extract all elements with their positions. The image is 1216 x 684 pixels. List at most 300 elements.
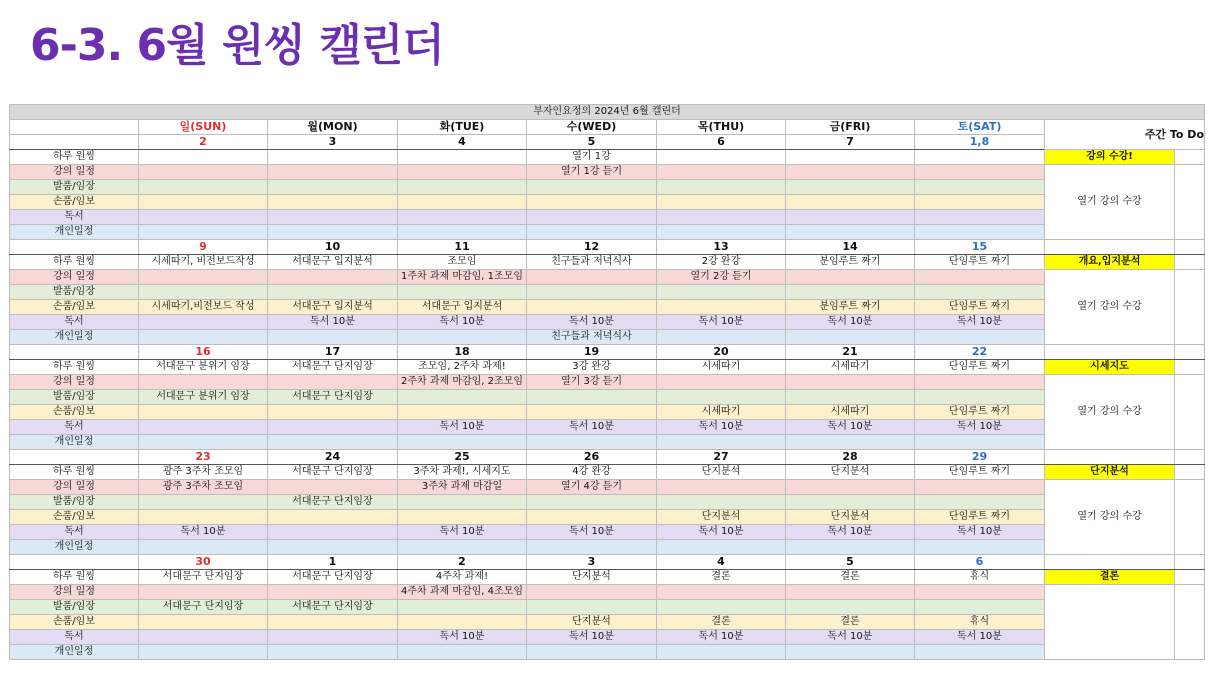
date-cell: 2 — [398, 555, 527, 570]
corner-cell — [10, 555, 139, 570]
schedule-cell — [268, 180, 398, 195]
schedule-cell: 시세따기 — [657, 360, 786, 375]
schedule-cell: 1주차 과제 마감임, 1조모임 — [398, 270, 527, 285]
schedule-cell — [915, 435, 1045, 450]
schedule-cell: 서대문구 입지분석 — [268, 255, 398, 270]
row-label: 개인일정 — [10, 225, 139, 240]
schedule-cell — [915, 585, 1045, 600]
schedule-row — [10, 390, 1205, 405]
schedule-cell — [915, 480, 1045, 495]
schedule-cell: 결론 — [657, 615, 786, 630]
schedule-cell: 독서 10분 — [398, 525, 527, 540]
date-cell: 6 — [915, 555, 1045, 570]
schedule-cell: 서대문구 단지임장 — [139, 570, 268, 585]
todo-side-cell — [1175, 375, 1205, 450]
schedule-cell — [786, 435, 915, 450]
schedule-cell — [915, 645, 1045, 660]
weekly-todo-text — [1045, 585, 1175, 660]
schedule-cell — [527, 270, 657, 285]
schedule-cell — [657, 585, 786, 600]
schedule-cell — [268, 480, 398, 495]
date-cell: 6 — [657, 135, 786, 150]
schedule-cell — [527, 180, 657, 195]
row-label: 하루 원씽 — [10, 360, 139, 375]
schedule-cell — [915, 270, 1045, 285]
row-label: 강의 일정 — [10, 375, 139, 390]
day-name: 화(TUE) — [398, 120, 527, 135]
row-label: 강의 일정 — [10, 480, 139, 495]
date-cell: 20 — [657, 345, 786, 360]
schedule-cell: 결론 — [786, 570, 915, 585]
schedule-row — [10, 465, 1205, 480]
date-cell: 2 — [139, 135, 268, 150]
schedule-cell: 독서 10분 — [915, 420, 1045, 435]
schedule-cell — [268, 375, 398, 390]
schedule-cell — [527, 600, 657, 615]
schedule-cell — [268, 330, 398, 345]
schedule-cell: 독서 10분 — [527, 420, 657, 435]
row-label: 독서 — [10, 210, 139, 225]
schedule-row — [10, 420, 1205, 435]
schedule-cell: 단임루트 짜기 — [915, 465, 1045, 480]
todo-spacer — [1045, 555, 1175, 570]
schedule-cell: 독서 10분 — [398, 420, 527, 435]
schedule-cell: 시세따기 — [657, 405, 786, 420]
schedule-cell — [268, 540, 398, 555]
calendar-table — [9, 104, 1205, 660]
schedule-cell: 친구들과 저녁식사 — [527, 330, 657, 345]
schedule-cell: 3주차 과제!, 시세지도 — [398, 465, 527, 480]
schedule-cell — [786, 165, 915, 180]
schedule-cell — [527, 225, 657, 240]
schedule-cell: 조모임 — [398, 255, 527, 270]
schedule-cell — [398, 390, 527, 405]
schedule-cell — [139, 510, 268, 525]
schedule-cell — [398, 180, 527, 195]
schedule-cell: 독서 10분 — [527, 525, 657, 540]
todo-spacer — [1175, 345, 1205, 360]
schedule-cell — [139, 315, 268, 330]
todo-spacer — [1045, 450, 1175, 465]
weekly-focus-badge: 결론 — [1045, 570, 1175, 585]
weekly-focus-badge: 강의 수강! — [1045, 150, 1175, 165]
schedule-cell — [139, 180, 268, 195]
schedule-row — [10, 405, 1205, 420]
schedule-cell — [657, 495, 786, 510]
schedule-cell — [268, 165, 398, 180]
weekly-todo-text: 열기 강의 수강 — [1045, 480, 1175, 555]
row-label: 독서 — [10, 315, 139, 330]
schedule-row — [10, 645, 1205, 660]
schedule-cell — [527, 300, 657, 315]
schedule-cell: 서대문구 단지임장 — [268, 465, 398, 480]
schedule-cell — [915, 330, 1045, 345]
schedule-cell — [786, 270, 915, 285]
day-name: 월(MON) — [268, 120, 398, 135]
date-cell: 21 — [786, 345, 915, 360]
schedule-cell — [786, 225, 915, 240]
date-cell: 3 — [527, 555, 657, 570]
schedule-cell: 독서 10분 — [786, 525, 915, 540]
schedule-cell: 결론 — [657, 570, 786, 585]
schedule-cell: 독서 10분 — [657, 630, 786, 645]
schedule-cell: 독서 10분 — [527, 630, 657, 645]
schedule-cell — [657, 300, 786, 315]
corner-cell — [10, 135, 139, 150]
schedule-cell — [915, 540, 1045, 555]
schedule-row — [10, 150, 1205, 165]
date-cell: 11 — [398, 240, 527, 255]
schedule-cell — [139, 375, 268, 390]
schedule-row — [10, 525, 1205, 540]
schedule-cell — [398, 150, 527, 165]
schedule-cell — [398, 405, 527, 420]
schedule-cell: 휴식 — [915, 615, 1045, 630]
date-cell: 4 — [657, 555, 786, 570]
schedule-cell — [139, 195, 268, 210]
schedule-row — [10, 285, 1205, 300]
schedule-row — [10, 570, 1205, 585]
date-cell: 5 — [527, 135, 657, 150]
schedule-cell: 친구들과 저녁식사 — [527, 255, 657, 270]
schedule-cell: 시세따기 — [786, 360, 915, 375]
date-cell: 28 — [786, 450, 915, 465]
schedule-cell — [268, 630, 398, 645]
schedule-cell: 시세따기, 비전보드작성 — [139, 255, 268, 270]
day-name: 일(SUN) — [139, 120, 268, 135]
row-label: 발품/임장 — [10, 390, 139, 405]
schedule-cell: 단지분석 — [527, 615, 657, 630]
row-label: 하루 원씽 — [10, 150, 139, 165]
schedule-cell: 단지분석 — [657, 510, 786, 525]
schedule-cell — [786, 285, 915, 300]
schedule-cell — [268, 270, 398, 285]
schedule-cell: 독서 10분 — [786, 630, 915, 645]
row-label: 하루 원씽 — [10, 570, 139, 585]
todo-side-cell — [1175, 465, 1205, 480]
schedule-cell — [527, 435, 657, 450]
schedule-cell — [139, 435, 268, 450]
row-label: 발품/임장 — [10, 495, 139, 510]
schedule-cell: 서대문구 입지분석 — [398, 300, 527, 315]
date-cell: 9 — [139, 240, 268, 255]
schedule-cell — [398, 165, 527, 180]
schedule-cell: 열기 4강 듣기 — [527, 480, 657, 495]
schedule-cell — [915, 180, 1045, 195]
schedule-cell — [657, 210, 786, 225]
weekly-todo-text: 열기 강의 수강 — [1045, 375, 1175, 450]
schedule-cell: 서대문구 단지임장 — [268, 360, 398, 375]
schedule-cell — [398, 495, 527, 510]
schedule-cell — [398, 330, 527, 345]
schedule-cell — [268, 645, 398, 660]
schedule-cell — [268, 225, 398, 240]
schedule-cell — [527, 405, 657, 420]
schedule-cell — [915, 150, 1045, 165]
schedule-cell: 독서 10분 — [139, 525, 268, 540]
schedule-row — [10, 585, 1205, 600]
schedule-cell: 4주차 과제! — [398, 570, 527, 585]
todo-side-cell — [1175, 165, 1205, 240]
schedule-cell — [657, 390, 786, 405]
row-label: 독서 — [10, 525, 139, 540]
schedule-cell — [657, 480, 786, 495]
date-cell: 15 — [915, 240, 1045, 255]
schedule-cell: 단임루트 짜기 — [915, 405, 1045, 420]
schedule-cell: 단지분석 — [786, 465, 915, 480]
row-label: 개인일정 — [10, 330, 139, 345]
schedule-cell: 서대문구 단지임장 — [268, 570, 398, 585]
schedule-cell: 독서 10분 — [398, 315, 527, 330]
schedule-cell — [268, 210, 398, 225]
schedule-cell — [657, 180, 786, 195]
schedule-cell: 독서 10분 — [657, 315, 786, 330]
date-cell: 24 — [268, 450, 398, 465]
row-label: 하루 원씽 — [10, 465, 139, 480]
schedule-row — [10, 195, 1205, 210]
schedule-cell — [786, 180, 915, 195]
schedule-cell — [398, 285, 527, 300]
schedule-cell — [657, 150, 786, 165]
row-label: 강의 일정 — [10, 270, 139, 285]
schedule-cell: 독서 10분 — [915, 525, 1045, 540]
todo-side-cell — [1175, 585, 1205, 660]
schedule-cell — [915, 600, 1045, 615]
date-cell: 14 — [786, 240, 915, 255]
date-cell: 19 — [527, 345, 657, 360]
corner-cell — [10, 345, 139, 360]
schedule-cell: 단지분석 — [786, 510, 915, 525]
schedule-cell: 분임루트 짜기 — [786, 255, 915, 270]
schedule-cell — [527, 645, 657, 660]
schedule-cell: 독서 10분 — [657, 525, 786, 540]
date-cell: 10 — [268, 240, 398, 255]
row-label: 개인일정 — [10, 540, 139, 555]
schedule-cell — [398, 435, 527, 450]
schedule-cell — [657, 285, 786, 300]
schedule-cell: 열기 2강 듣기 — [657, 270, 786, 285]
schedule-cell: 3강 완강 — [527, 360, 657, 375]
schedule-cell — [915, 225, 1045, 240]
date-cell: 5 — [786, 555, 915, 570]
day-name: 목(THU) — [657, 120, 786, 135]
schedule-cell — [786, 540, 915, 555]
schedule-cell — [268, 435, 398, 450]
schedule-row — [10, 630, 1205, 645]
schedule-cell — [527, 390, 657, 405]
todo-spacer — [1045, 345, 1175, 360]
schedule-cell: 서대문구 분위기 임장 — [139, 390, 268, 405]
schedule-cell — [527, 285, 657, 300]
todo-side-cell — [1175, 255, 1205, 270]
schedule-row — [10, 300, 1205, 315]
schedule-cell: 분임루트 짜기 — [786, 300, 915, 315]
schedule-cell — [139, 270, 268, 285]
schedule-row — [10, 375, 1205, 390]
schedule-row — [10, 270, 1205, 285]
schedule-row — [10, 180, 1205, 195]
schedule-row — [10, 480, 1205, 495]
schedule-cell — [915, 165, 1045, 180]
schedule-cell: 독서 10분 — [915, 630, 1045, 645]
schedule-cell — [786, 195, 915, 210]
corner-cell — [10, 120, 139, 135]
todo-side-cell — [1175, 360, 1205, 375]
weekly-todo-text: 열기 강의 수강 — [1045, 165, 1175, 240]
schedule-cell — [139, 150, 268, 165]
schedule-cell: 2강 완강 — [657, 255, 786, 270]
schedule-cell — [915, 195, 1045, 210]
schedule-cell: 단임루트 짜기 — [915, 360, 1045, 375]
date-cell: 30 — [139, 555, 268, 570]
schedule-cell — [657, 225, 786, 240]
schedule-cell: 광주 3주차 조모임 — [139, 465, 268, 480]
schedule-row — [10, 540, 1205, 555]
schedule-cell: 단임루트 짜기 — [915, 255, 1045, 270]
schedule-row — [10, 225, 1205, 240]
schedule-cell — [398, 540, 527, 555]
date-cell: 18 — [398, 345, 527, 360]
row-label: 발품/임장 — [10, 600, 139, 615]
row-label: 강의 일정 — [10, 165, 139, 180]
todo-spacer — [1175, 450, 1205, 465]
date-cell: 1,8 — [915, 135, 1045, 150]
schedule-row — [10, 615, 1205, 630]
schedule-cell: 서대문구 단지임장 — [268, 495, 398, 510]
schedule-cell — [915, 390, 1045, 405]
schedule-row — [10, 210, 1205, 225]
todo-side-cell — [1175, 270, 1205, 345]
schedule-cell: 4강 완강 — [527, 465, 657, 480]
todo-side-cell — [1175, 480, 1205, 555]
schedule-cell — [786, 495, 915, 510]
day-name: 금(FRI) — [786, 120, 915, 135]
schedule-cell — [657, 645, 786, 660]
schedule-cell — [786, 375, 915, 390]
date-cell: 4 — [398, 135, 527, 150]
schedule-cell — [268, 420, 398, 435]
weekly-todo-text: 열기 강의 수강 — [1045, 270, 1175, 345]
row-label: 독서 — [10, 630, 139, 645]
schedule-cell — [786, 390, 915, 405]
date-cell: 1 — [268, 555, 398, 570]
schedule-cell — [527, 210, 657, 225]
schedule-cell — [786, 210, 915, 225]
schedule-cell — [657, 330, 786, 345]
schedule-cell: 2주차 과제 마감임, 2조모임 — [398, 375, 527, 390]
day-name: 토(SAT) — [915, 120, 1045, 135]
schedule-cell: 단임루트 짜기 — [915, 300, 1045, 315]
schedule-cell: 열기 3강 듣기 — [527, 375, 657, 390]
schedule-cell — [657, 165, 786, 180]
weekly-focus-badge: 시세지도 — [1045, 360, 1175, 375]
row-label: 발품/임장 — [10, 285, 139, 300]
schedule-cell — [786, 480, 915, 495]
row-label: 강의 일정 — [10, 585, 139, 600]
schedule-cell — [139, 495, 268, 510]
date-cell: 7 — [786, 135, 915, 150]
schedule-cell — [527, 585, 657, 600]
schedule-cell: 독서 10분 — [657, 420, 786, 435]
row-label: 손품/임보 — [10, 195, 139, 210]
todo-side-cell — [1175, 570, 1205, 585]
schedule-cell — [268, 195, 398, 210]
schedule-cell — [139, 585, 268, 600]
date-cell: 22 — [915, 345, 1045, 360]
schedule-cell — [139, 420, 268, 435]
todo-spacer — [1045, 240, 1175, 255]
date-cell: 16 — [139, 345, 268, 360]
row-label: 손품/임보 — [10, 405, 139, 420]
schedule-cell — [398, 195, 527, 210]
todo-spacer — [1175, 240, 1205, 255]
schedule-row — [10, 360, 1205, 375]
schedule-cell — [268, 615, 398, 630]
row-label: 개인일정 — [10, 435, 139, 450]
schedule-cell — [268, 405, 398, 420]
date-cell: 27 — [657, 450, 786, 465]
schedule-cell — [398, 510, 527, 525]
schedule-cell: 서대문구 단지임장 — [139, 600, 268, 615]
schedule-cell — [786, 150, 915, 165]
schedule-cell: 시세따기,비전보드 작성 — [139, 300, 268, 315]
schedule-cell — [657, 600, 786, 615]
schedule-cell — [527, 495, 657, 510]
row-label: 발품/임장 — [10, 180, 139, 195]
schedule-cell — [527, 510, 657, 525]
schedule-cell — [786, 330, 915, 345]
row-label: 손품/임보 — [10, 510, 139, 525]
schedule-row — [10, 315, 1205, 330]
date-cell: 26 — [527, 450, 657, 465]
schedule-cell: 독서 10분 — [268, 315, 398, 330]
schedule-cell: 서대문구 단지임장 — [268, 390, 398, 405]
schedule-cell: 서대문구 입지분석 — [268, 300, 398, 315]
schedule-cell — [657, 540, 786, 555]
schedule-cell — [915, 495, 1045, 510]
schedule-cell — [398, 600, 527, 615]
schedule-row — [10, 255, 1205, 270]
schedule-cell — [786, 645, 915, 660]
schedule-cell: 휴식 — [915, 570, 1045, 585]
page-title: 6-3. 6월 원씽 캘린더 — [30, 20, 444, 71]
schedule-cell — [657, 375, 786, 390]
schedule-cell — [139, 615, 268, 630]
schedule-cell: 광주 3주차 조모임 — [139, 480, 268, 495]
schedule-cell: 독서 10분 — [786, 420, 915, 435]
schedule-cell: 독서 10분 — [398, 630, 527, 645]
weekly-focus-badge: 단지분석 — [1045, 465, 1175, 480]
todo-side-cell — [1175, 150, 1205, 165]
schedule-cell: 결론 — [786, 615, 915, 630]
date-cell: 23 — [139, 450, 268, 465]
corner-cell — [10, 450, 139, 465]
schedule-cell — [527, 195, 657, 210]
calendar-title: 부자인요정의 2024년 6월 캘린더 — [10, 105, 1205, 120]
schedule-cell — [657, 195, 786, 210]
schedule-cell — [139, 630, 268, 645]
schedule-cell — [398, 225, 527, 240]
date-cell: 25 — [398, 450, 527, 465]
corner-cell — [10, 240, 139, 255]
schedule-cell: 열기 1강 듣기 — [527, 165, 657, 180]
date-cell: 13 — [657, 240, 786, 255]
schedule-cell: 독서 10분 — [527, 315, 657, 330]
weekly-focus-badge: 개요,입지분석 — [1045, 255, 1175, 270]
schedule-cell — [398, 210, 527, 225]
schedule-cell — [786, 585, 915, 600]
schedule-cell — [268, 150, 398, 165]
